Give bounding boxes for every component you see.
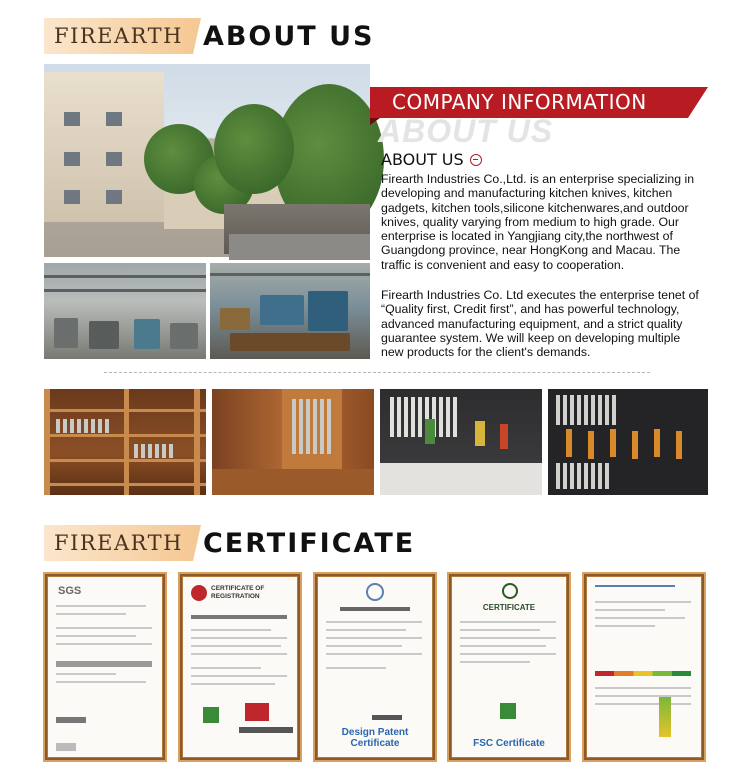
fsc-certificate-title: CERTIFICATE — [482, 603, 536, 612]
workshop-photo-2 — [210, 263, 370, 359]
paragraph-2-line: “Quality first, Credit first”, and has powerful technology, — [381, 302, 680, 317]
paragraph-1-line: Firearth Industries Co.,Ltd. is an enterprise specializing in — [381, 172, 695, 186]
company-description-paragraph-1 — [381, 172, 703, 272]
company-information-label: COMPANY INFORMATION — [392, 90, 647, 114]
sai-global-logo — [239, 727, 293, 733]
circle-minus-icon — [470, 154, 482, 166]
paragraph-2-line: Firearth Industries Co. Ltd executes the enterprise tenet of — [381, 288, 699, 302]
about-us-banner — [44, 18, 374, 54]
company-description-paragraph-2 — [381, 288, 703, 359]
showroom-photo-3 — [380, 389, 542, 495]
showroom-photo-2 — [212, 389, 374, 495]
brand-tail — [193, 18, 201, 54]
paragraph-1-line: knives, quality varying from medium to high grade. Our — [381, 214, 679, 229]
fsc-caption: FSC Certificate — [473, 738, 545, 749]
fsc-tree-logo-icon — [500, 703, 516, 719]
about-us-watermark: ABOUT US — [378, 113, 554, 149]
paragraph-1-line: gadgets, kitchen tools,silicone kitchenwares,and outdoor — [381, 200, 689, 215]
sgs-logo: SGS — [58, 585, 82, 597]
registration-seal-icon — [191, 585, 207, 601]
brand-label: FIREARTH — [44, 18, 193, 54]
certificate-banner — [44, 525, 415, 561]
showroom-photo-4 — [548, 389, 708, 495]
brand-tail — [193, 525, 201, 561]
paragraph-1-line: developing and manufacturing kitchen knives, kitchen — [381, 186, 673, 201]
about-us-heading-text: ABOUT US — [381, 150, 464, 169]
paragraph-1-line: traffic is convenient and easy to cooperation. — [381, 257, 625, 272]
registration-logo-text: CERTIFICATE OF REGISTRATION — [211, 585, 265, 600]
sgs-certificate — [43, 572, 167, 762]
factory-building-photo — [44, 64, 370, 257]
about-us-heading — [381, 150, 482, 169]
paragraph-1-line: enterprise is located in Yangjiang city,the northwest of — [381, 229, 673, 244]
paragraph-2-line: guarantee system. We will keep on developing multiple — [381, 330, 681, 345]
certificate-title: CERTIFICATE — [202, 527, 416, 559]
test-report-certificate — [582, 572, 706, 762]
paragraph-2-line: new products for the client's demands. — [381, 345, 591, 360]
design-patent-certificate — [313, 572, 437, 762]
fsc-certificate — [447, 572, 571, 762]
rating-scale-bar — [595, 671, 691, 676]
showroom-photo-1 — [44, 389, 206, 495]
fsc-logo-icon — [203, 707, 219, 723]
fsc-emblem-icon — [502, 583, 518, 599]
paragraph-2-line: advanced manufacturing equipment, and a strict quality — [381, 316, 683, 331]
brand-label: FIREARTH — [44, 525, 193, 561]
paragraph-1-line: Guangdong province, near HongKong and Macau. The — [381, 243, 681, 258]
about-us-title: ABOUT US — [202, 20, 375, 52]
section-divider — [104, 372, 650, 373]
registration-certificate — [178, 572, 302, 762]
patent-emblem-icon — [366, 583, 384, 601]
factory-gate — [229, 234, 370, 260]
workshop-photo-1 — [44, 263, 206, 359]
asi-logo-icon — [245, 703, 269, 721]
design-patent-caption: Design Patent Certificate — [341, 727, 409, 749]
rating-indicator — [659, 697, 671, 737]
